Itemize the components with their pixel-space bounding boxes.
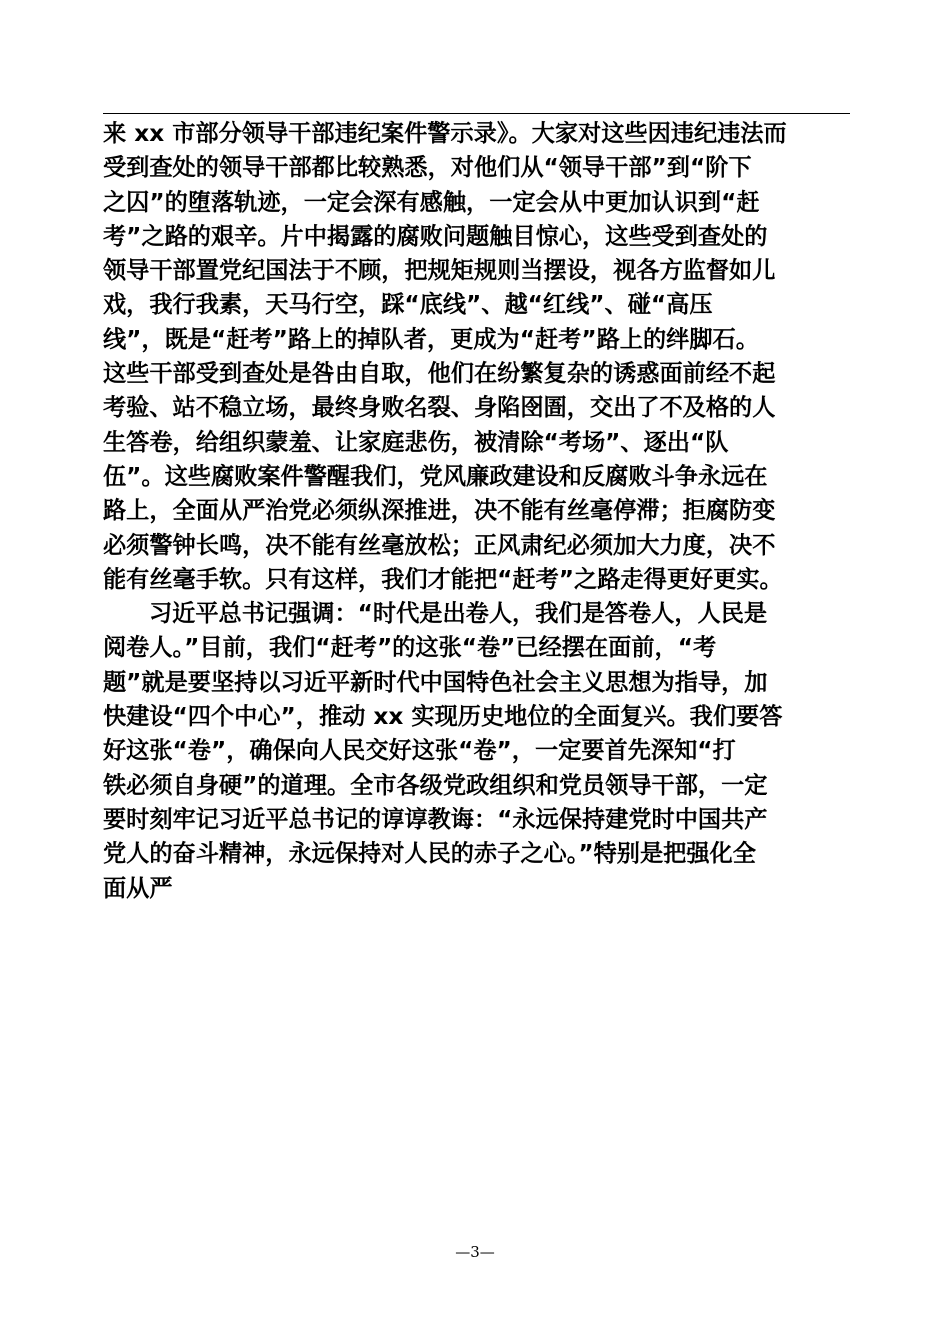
text-line: 题”就是要坚持以习近平新时代中国特色社会主义思想为指导，加 [103, 668, 768, 696]
text-line: 伍”。这些腐败案件警醒我们，党风廉政建设和反腐败斗争永远在 [103, 462, 768, 490]
text-line: 考”之路的艰辛。片中揭露的腐败问题触目惊心，这些受到查处的 [103, 222, 768, 250]
text-line: 生答卷，给组织蒙羞、让家庭悲伤，被清除“考场”、逐出“队 [103, 428, 729, 456]
text-line: 面从严 [103, 874, 173, 902]
text-line: 线”，既是“赶考”路上的掉队者，更成为“赶考”路上的绊脚石。 [103, 325, 759, 353]
text-line: 阅卷人。”目前，我们“赶考”的这张“卷”已经摆在面前，“考 [103, 634, 717, 662]
text-line: 受到查处的领导干部都比较熟悉，对他们从“领导干部”到“阶下 [103, 154, 752, 182]
text-line: 必须警钟长鸣，决不能有丝毫放松；正风肃纪必须加大力度，决不 [103, 531, 776, 559]
text-line: 快建设“四个中心”，推动 xx 实现历史地位的全面复兴。我们要答 [103, 703, 783, 731]
text-line: 考验、站不稳立场，最终身败名裂、身陷囹圄，交出了不及格的人 [103, 394, 776, 422]
text-line: 来 xx 市部分领导干部违纪案件警示录》。大家对这些因违纪违法而 [103, 120, 787, 147]
body-text [103, 117, 863, 906]
text-line: 能有丝毫手软。只有这样，我们才能把“赶考”之路走得更好更实。 [103, 565, 783, 593]
paragraph-first-line: 习近平总书记强调：“时代是出卷人，我们是答卷人，人民是 [149, 600, 768, 628]
text-line: 戏，我行我素，天马行空，踩“底线”、越“红线”、碰“高压 [103, 291, 713, 319]
page-number: —3— [455, 1243, 495, 1261]
header-rule [103, 113, 850, 114]
text-line: 铁必须自身硬”的道理。全市各级党政组织和党员领导干部，一定 [103, 771, 768, 799]
text-line: 党人的奋斗精神，永远保持对人民的赤子之心。”特别是把强化全 [103, 840, 756, 868]
text-line: 好这张“卷”，确保向人民交好这张“卷”，一定要首先深知“打 [103, 737, 736, 765]
text-line: 之囚”的堕落轨迹，一定会深有感触，一定会从中更加认识到“赶 [103, 188, 760, 216]
text-line: 路上，全面从严治党必须纵深推进，决不能有丝毫停滞；拒腐防变 [103, 497, 776, 525]
text-line: 这些干部受到查处是咎由自取，他们在纷繁复杂的诱惑面前经不起 [103, 360, 776, 388]
text-line: 要时刻牢记习近平总书记的谆谆教诲：“永远保持建党时中国共产 [103, 805, 768, 833]
text-line: 领导干部置党纪国法于不顾，把规矩规则当摆设，视各方监督如儿 [103, 257, 776, 285]
